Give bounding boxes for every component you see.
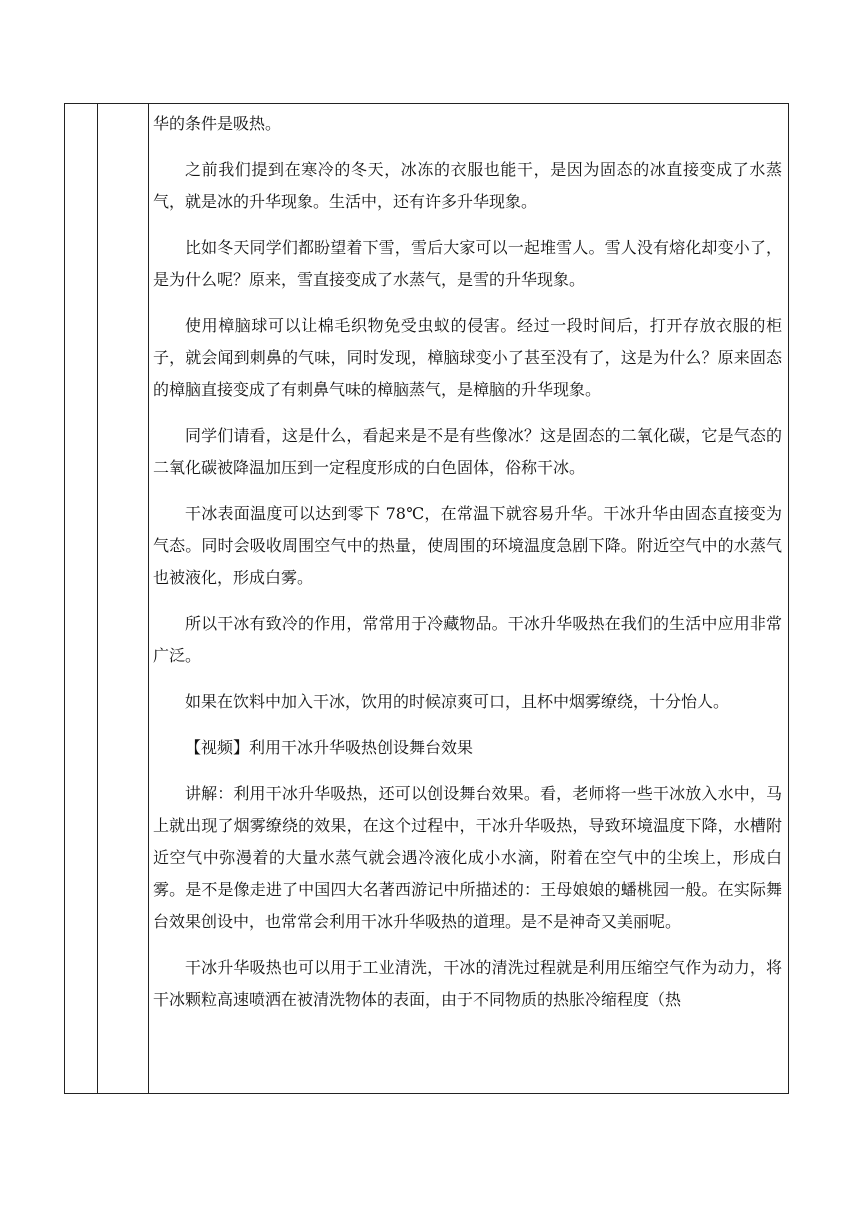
column-divider-2 [148,104,149,1093]
paragraph: 如果在饮料中加入干冰，饮用的时候凉爽可口，且杯中烟雾缭绕，十分怡人。 [185,692,730,711]
paragraph: 所以干冰有致冷的作用，常常用于冷藏物品。干冰升华吸热在我们的生活中应用非常广泛。 [153,614,782,665]
paragraph: 之前我们提到在寒冷的冬天，冰冻的衣服也能干，是因为固态的冰直接变成了水蒸气，就是冰的升华现象。生活中，还有许多升华现象。 [153,160,782,211]
paragraph: 华的条件是吸热。 [153,114,282,133]
video-heading: 【视频】利用干冰升华吸热创设舞台效果 [185,738,474,757]
content-cell [153,108,782,1093]
paragraph: 讲解：利用干冰升华吸热，还可以创设舞台效果。看，老师将一些干冰放入水中，马上就出现了烟雾缭绕的效果，在这个过程中，干冰升华吸热，导致环境温度下降，水槽附近空气中弥漫着的大量水蒸气就会遇冷液化成小水滴，附着在空气中的尘埃上，形成白雾。是不是像走进了中国四大名著西游记中所描述的：王母娘娘的蟠桃园一般。在实际舞台效果创设中，也常常会利用干冰升华吸热的道理。是不是神奇又美丽呢。 [153,784,782,931]
paragraph: 使用樟脑球可以让棉毛织物免受虫蚁的侵害。经过一段时间后，打开存放衣服的柜子，就会闻到刺鼻的气味，同时发现，樟脑球变小了甚至没有了，这是为什么？原来固态的樟脑直接变成了有刺鼻气味的樟脑蒸气，是樟脑的升华现象。 [153,316,782,399]
lesson-table [64,103,789,1094]
paragraph: 干冰表面温度可以达到零下 78℃，在常温下就容易升华。干冰升华由固态直接变为气态。同时会吸收周围空气中的热量，使周围的环境温度急剧下降。附近空气中的水蒸气也被液化，形成白雾。 [153,504,782,587]
paragraph: 同学们请看，这是什么，看起来是不是有些像冰？这是固态的二氧化碳，它是气态的二氧化碳被降温加压到一定程度形成的白色固体，俗称干冰。 [153,426,782,477]
column-divider-1 [97,104,98,1093]
paragraph: 比如冬天同学们都盼望着下雪，雪后大家可以一起堆雪人。雪人没有熔化却变小了，是为什么呢？原来，雪直接变成了水蒸气，是雪的升华现象。 [153,238,782,289]
paragraph: 干冰升华吸热也可以用于工业清洗，干冰的清洗过程就是利用压缩空气作为动力，将干冰颗粒高速喷洒在被清洗物体的表面，由于不同物质的热胀冷缩程度（热 [153,958,782,1009]
